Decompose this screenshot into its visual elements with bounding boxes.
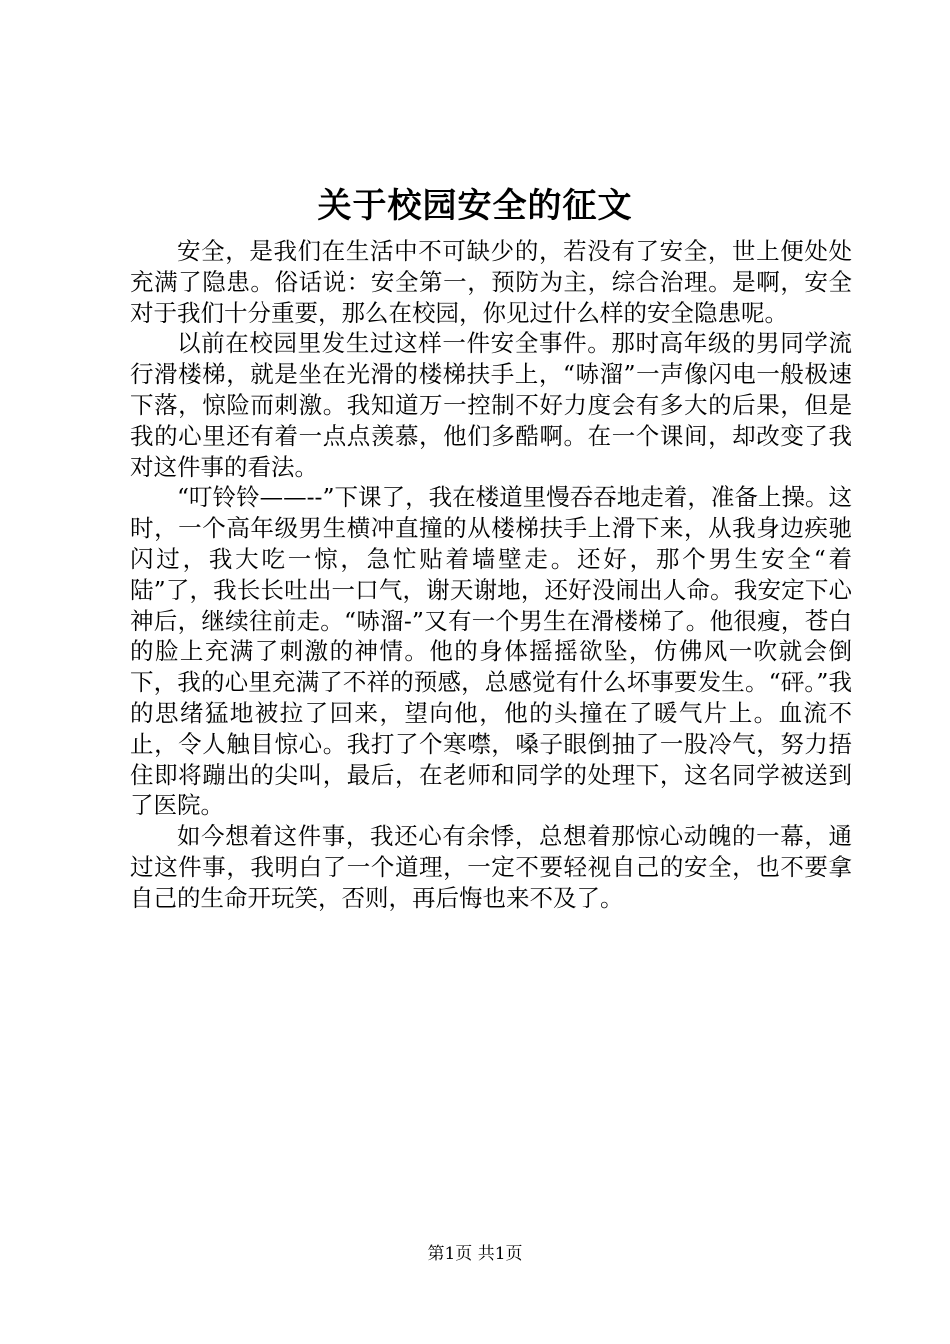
paragraph-1: 安全，是我们在生活中不可缺少的，若没有了安全，世上便处处充满了隐患。俗话说：安全第一，预防为主，综合治理。是啊，安全对于我们十分重要，那么在校园，你见过什么样的安全隐患呢。: [130, 237, 852, 327]
paragraph-4: 如今想着这件事，我还心有余悸，总想着那惊心动魄的一幕，通过这件事，我明白了一个道理，一定不要轻视自己的安全，也不要拿自己的生命开玩笑，否则，再后悔也来不及了。: [130, 822, 852, 912]
document-title: 关于校园安全的征文: [317, 186, 633, 226]
paragraph-2: 以前在校园里发生过这样一件安全事件。那时高年级的男同学流行滑楼梯，就是坐在光滑的楼梯扶手上，“哧溜”一声像闪电一般极速下落，惊险而刺激。我知道万一控制不好力度会有多大的后果，但是我的心里还有着一点点羡慕，他们多酷啊。在一个课间，却改变了我对这件事的看法。: [130, 329, 852, 481]
document-body: [130, 236, 852, 914]
paragraph-3: “叮铃铃——--”下课了，我在楼道里慢吞吞地走着，准备上操。这时，一个高年级男生横冲直撞的从楼梯扶手上滑下来，从我身边疾驰闪过，我大吃一惊，急忙贴着墙壁走。还好，那个男生安全“着陆”了，我长长吐出一口气，谢天谢地，还好没闹出人命。我安定下心神后，继续往前走。“哧溜-”又有一个男生在滑楼梯了。他很瘦，苍白的脸上充满了刺激的神情。他的身体摇摇欲坠，仿佛风一吹就会倒下，我的心里充满了不祥的预感，总感觉有什么坏事要发生。“砰。”我的思绪猛地被拉了回来，望向他，他的头撞在了暖气片上。血流不止，令人触目惊心。我打了个寒噤，嗓子眼倒抽了一股冷气，努力捂住即将蹦出的尖叫，最后，在老师和同学的处理下，这名同学被送到了医院。: [130, 483, 852, 820]
page-footer: 第1页 共1页: [427, 1244, 523, 1264]
